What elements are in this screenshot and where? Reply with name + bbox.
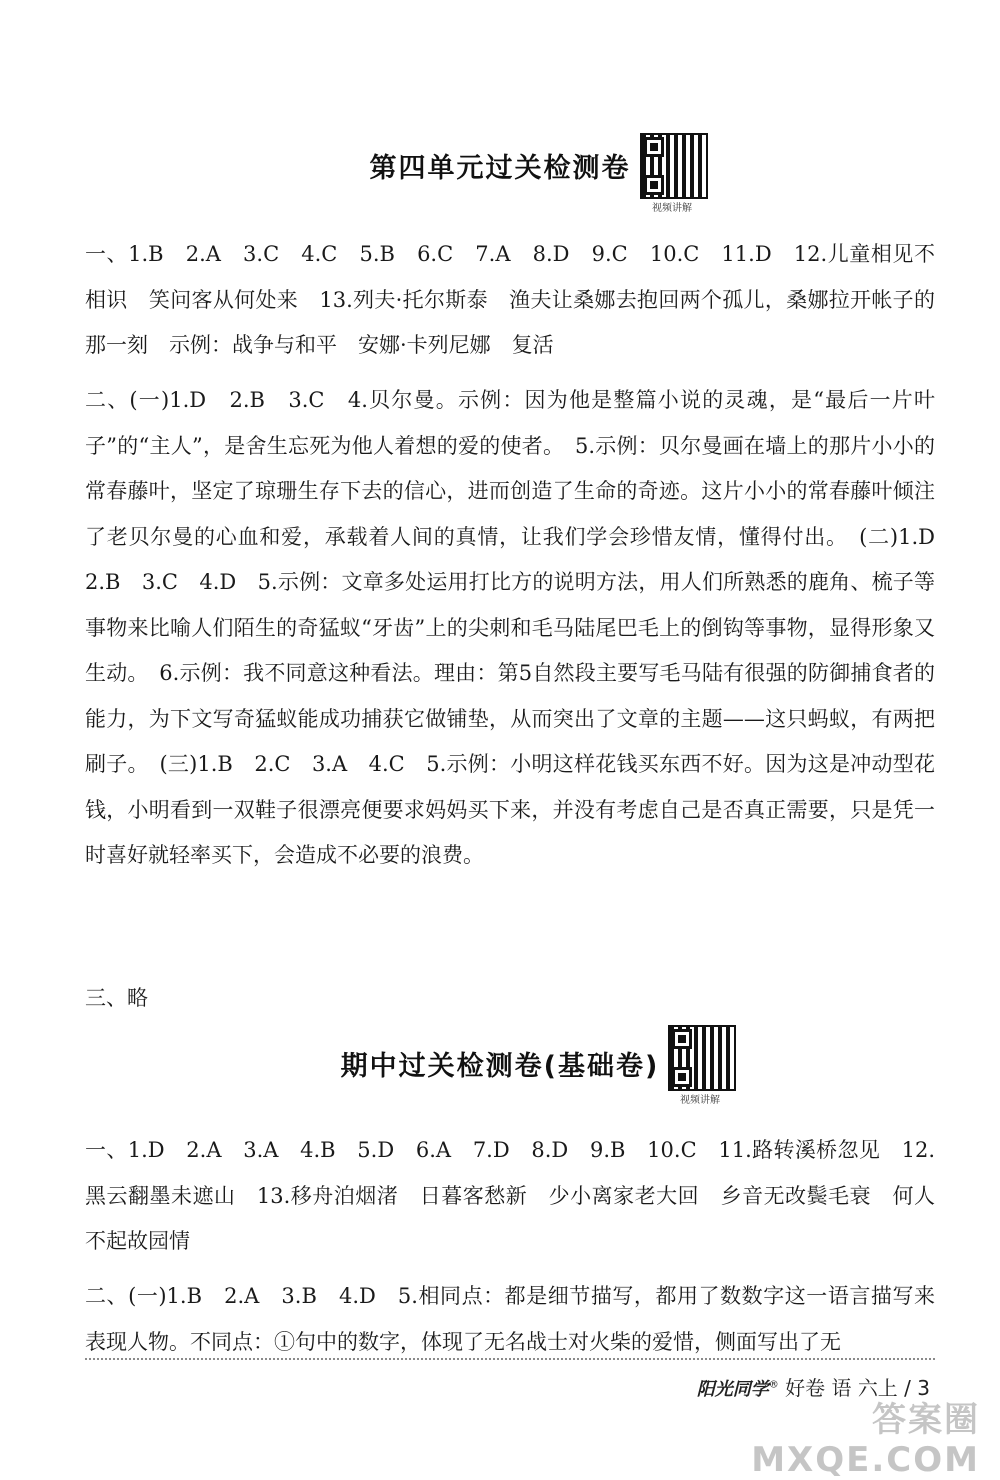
answer-part-one: 一、1.B 2.A 3.C 4.C 5.B 6.C 7.A 8.D 9.C 10.C 11.D 12.儿童相见不相识 笑问客从何处来 13.列夫·托尔斯泰 渔夫让桑娜去抱回两个孤儿，桑娜拉开帐子的那一刻 示例：战争与和平 安娜·卡列尼娜 复活 xyxy=(85,242,935,357)
book-series: 好卷 xyxy=(785,1376,826,1400)
qr-code-icon[interactable] xyxy=(668,1025,736,1091)
grade-label: 六上 xyxy=(857,1376,898,1400)
answer-part-three: 三、略 xyxy=(85,986,148,1010)
qr-code-label: 视频讲解 xyxy=(652,203,692,214)
site-watermark xyxy=(751,1400,980,1480)
answer-part-two: 二、(一)1.B 2.A 3.B 4.D 5.相同点：都是细节描写，都用了数数字这一语言描写来表现人物。不同点：①句中的数字，体现了无名战士对火柴的爱惜，侧面写出了无 xyxy=(85,1284,935,1354)
page-footer xyxy=(697,1372,930,1401)
subject-badge: 语 xyxy=(831,1376,852,1400)
qr-code-icon[interactable] xyxy=(640,133,708,199)
watermark-line: MXQE.COM xyxy=(751,1440,980,1480)
footer-divider xyxy=(85,1358,935,1360)
section-title: 第四单元过关检测卷 xyxy=(369,153,631,184)
answer-part-two: 二、(一)1.D 2.B 3.C 4.贝尔曼。示例：因为他是整篇小说的灵魂，是“最后一片叶子”的“主人”，是舍生忘死为他人着想的爱的使者。 5.示例：贝尔曼画在墙上的那片小小的常春藤叶，坚定了琼珊生存下去的信心，进而创造了生命的奇迹。这片小小的常春藤叶倾注了老贝尔曼的心血和爱，承载着人间的真情，让我们学会珍惜友情，懂得付出。 (二)1.D 2.B 3.C 4.D 5.示例：文章多处运用打比方的说明方法，用人们所熟悉的鹿角、梳子等事物来比喻人们陌生的奇猛蚁“牙齿”上的尖刺和毛马陆尾巴毛上的倒钩等事物，显得形象又生动。 6.示例：我不同意这种看法。理由：第5自然段主要写毛马陆有很强的防御捕食者的能力，为下文写奇猛蚁能成功捕获它做铺垫，从而突出了文章的主题——这只蚂蚁，有两把刷子。 (三)1.B 2.C 3.A 4.C 5.示例：小明这样花钱买东西不好。因为这是冲动型花钱，小明看到一双鞋子很漂亮便要求妈妈买下来，并没有考虑自己是否真正需要，只是凭一时喜好就轻率买下，会造成不必要的浪费。 xyxy=(85,388,956,867)
brand-logo: 阳光同学 xyxy=(696,1379,769,1400)
watermark-line: 答案圈 xyxy=(872,1400,980,1440)
answer-part-one: 一、1.D 2.A 3.A 4.B 5.D 6.A 7.D 8.D 9.B 10.C 11.路转溪桥忽见 12.黑云翻墨未遮山 13.移舟泊烟渚 日暮客愁新 少小离家老大回 乡音无改鬓毛衰 何人不起故园情 xyxy=(85,1138,935,1253)
brand-registered-mark: ® xyxy=(768,1379,779,1391)
qr-code-label: 视频讲解 xyxy=(680,1095,720,1106)
page-number: / 3 xyxy=(904,1376,930,1400)
section-title: 期中过关检测卷(基础卷) xyxy=(340,1051,660,1082)
